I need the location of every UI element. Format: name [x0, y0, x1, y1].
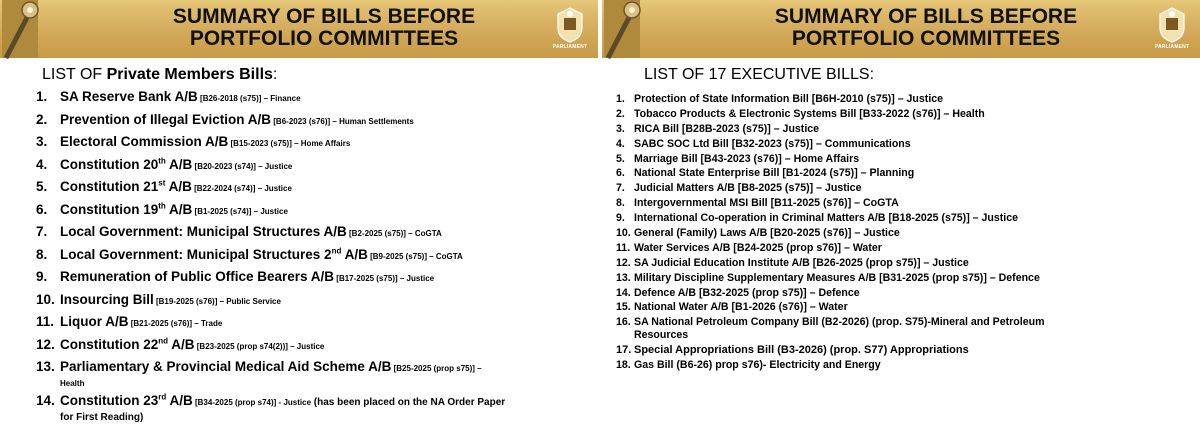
item-number: 2. — [616, 107, 625, 120]
bill-ref: [B22-2024 (s74)] – — [191, 184, 265, 193]
bill-ordinal: th — [158, 156, 166, 165]
item-number: 1. — [616, 93, 625, 105]
bill-note-continued: for First Reading) — [60, 412, 144, 423]
item-number: 9. — [36, 269, 48, 284]
bill-ref: [B1-2025 (s74)] – — [192, 206, 261, 216]
item-number: 12. — [36, 336, 55, 352]
list-item — [36, 111, 588, 131]
item-number: 4. — [616, 137, 625, 150]
banner-title-line1: SUMMARY OF BILLS BEFORE — [774, 5, 1078, 28]
bill-ref: [B25-2025 (prop s75)] – — [391, 364, 482, 373]
executive-bills-list — [616, 93, 1200, 374]
list-item — [36, 246, 588, 266]
bill-name: Constitution 19 — [60, 201, 159, 217]
list-item — [36, 268, 588, 288]
bill-ref: [B6-2023 (s76)] – — [271, 116, 340, 126]
list-item — [616, 93, 1200, 106]
bill-text: SA Judicial Education Institute A/B [B26-2025 (prop s75)] – Justice — [634, 256, 969, 269]
item-number: 17. — [616, 343, 632, 356]
heading-bold: Private Members Bills — [106, 66, 273, 83]
bill-ref: [B23-2025 (prop s74(2))] – — [194, 341, 297, 351]
bill-ordinal: nd — [158, 336, 169, 345]
bill-ref: [B20-2023 (s74)] – — [192, 161, 265, 171]
bill-text: International Co-operation in Criminal Matters A/B [B18-2025 (s75)] – Justice — [634, 212, 1019, 225]
list-item — [616, 108, 1200, 121]
bill-committee: Justice — [260, 206, 288, 216]
list-item — [616, 197, 1200, 210]
list-item — [36, 313, 588, 333]
list-item — [616, 123, 1200, 136]
list-item — [616, 167, 1200, 180]
item-number: 9. — [616, 212, 625, 225]
list-item — [616, 359, 1200, 372]
list-item — [36, 291, 588, 311]
bill-name-suffix: A/B — [168, 336, 195, 352]
bill-name: Liquor A/B — [60, 314, 129, 329]
item-number: 4. — [36, 156, 48, 172]
item-number: 14. — [616, 286, 631, 299]
bill-committee: Health — [60, 378, 85, 388]
bill-ordinal: nd — [331, 246, 342, 255]
bill-committee: Human Settlements — [339, 116, 414, 126]
bill-text: RICA Bill [B28B-2023 (s75)] – Justice — [634, 122, 820, 135]
bill-name: Remuneration of Public Office Bearers A/B — [60, 269, 335, 284]
bill-name: Constitution 23 — [60, 392, 159, 408]
bill-text: Tobacco Products & Electronic Systems Bill [B33-2022 (s76)] – Health — [634, 107, 985, 120]
bill-name-suffix: A/B — [165, 201, 193, 217]
list-item — [36, 178, 588, 198]
list-item — [616, 316, 1200, 341]
parliament-crest-logo — [1150, 6, 1194, 54]
bill-text: Water Services A/B [B24-2025 (prop s76)] – Water — [634, 241, 882, 254]
bill-name: Constitution 20 — [60, 156, 159, 172]
bill-name-suffix: A/B — [165, 179, 192, 194]
bill-committee: Public Service — [226, 296, 281, 306]
bill-ref: [B34-2025 (prop s74)] - — [192, 397, 284, 407]
slide-banner — [602, 0, 1200, 58]
bill-ref: [B17-2025 (s75)] – — [334, 274, 407, 283]
item-number: 6. — [616, 167, 625, 180]
item-number: 3. — [36, 134, 48, 149]
list-item — [616, 301, 1200, 314]
list-item — [616, 242, 1200, 255]
list-item — [36, 156, 588, 176]
bill-name: Electoral Commission A/B — [60, 134, 229, 149]
crest-label: PARLIAMENT — [1154, 44, 1190, 50]
bill-name: Local Government: Municipal Structures A/B — [60, 224, 347, 239]
list-item — [616, 287, 1200, 300]
item-number: 1. — [36, 89, 48, 104]
list-item — [36, 392, 588, 425]
list-item — [616, 272, 1200, 285]
list-item — [616, 344, 1200, 357]
item-number: 7. — [616, 182, 625, 195]
list-heading — [42, 66, 277, 84]
banner-title-line2: PORTFOLIO COMMITTEES — [791, 27, 1061, 50]
item-number: 14. — [36, 392, 55, 408]
item-number: 7. — [36, 224, 48, 239]
list-item — [36, 88, 588, 108]
bill-ordinal: th — [158, 201, 166, 210]
banner-title — [712, 6, 1140, 50]
bill-committee: CoGTA — [414, 229, 442, 238]
list-item — [36, 223, 588, 243]
banner-title-line1: SUMMARY OF BILLS BEFORE — [172, 5, 476, 28]
private-members-bills-list — [36, 88, 588, 427]
list-item — [616, 153, 1200, 166]
crest-label: PARLIAMENT — [552, 44, 588, 50]
list-item — [616, 227, 1200, 240]
bill-name: Local Government: Municipal Structures 2 — [60, 246, 332, 262]
bill-committee: Finance — [270, 94, 301, 103]
item-number: 11. — [36, 314, 55, 329]
item-number: 18. — [616, 358, 631, 371]
bill-name: Constitution 22 — [60, 336, 159, 352]
item-number: 13. — [616, 271, 631, 284]
bill-ref: [B9-2025 (s75)] – — [367, 251, 436, 261]
bill-ref: [B21-2025 (s76)] – — [128, 319, 201, 328]
bill-text: Defence A/B [B32-2025 (prop s75)] – Defence — [634, 286, 860, 299]
slide-banner — [0, 0, 598, 58]
bill-name: Constitution 21 — [60, 179, 159, 194]
bill-name-suffix: A/B — [341, 246, 368, 262]
bill-text: Judicial Matters A/B [B8-2025 (s75)] – Justice — [634, 182, 862, 195]
bill-committee: CoGTA — [435, 251, 463, 261]
bill-text: SA National Petroleum Company Bill (B2-2026) (prop. S75)-Mineral and Petroleum — [634, 316, 1045, 329]
bill-committee: Justice — [264, 161, 293, 171]
bill-name: Prevention of Illegal Eviction A/B — [60, 111, 272, 127]
bill-name: SA Reserve Bank A/B — [60, 89, 198, 104]
bill-text: National Water A/B [B1-2026 (s76)] – Water — [634, 301, 848, 314]
item-number: 10. — [36, 291, 55, 307]
item-number: 8. — [616, 197, 625, 210]
bill-text: General (Family) Laws A/B [B20-2025 (s76)] – Justice — [634, 227, 900, 240]
item-number: 13. — [36, 359, 55, 374]
list-item — [616, 182, 1200, 195]
bill-ordinal: rd — [158, 392, 167, 401]
bill-ref: [B15-2023 (s75)] – — [228, 139, 301, 148]
bill-committee: Trade — [200, 319, 223, 328]
list-item — [36, 201, 588, 221]
banner-title-line2: PORTFOLIO COMMITTEES — [189, 27, 459, 50]
bill-committee: Home Affairs — [300, 139, 351, 148]
bill-text: Marriage Bill [B43-2023 (s76)] – Home Affairs — [634, 152, 860, 165]
heading-suffix: : — [272, 66, 278, 83]
bill-text: Gas Bill (B6-26) prop s76)- Electricity and Energy — [634, 358, 881, 371]
list-item — [616, 212, 1200, 225]
bill-text: SABC SOC Ltd Bill [B32-2023 (s75)] – Communications — [634, 137, 911, 150]
banner-title — [110, 6, 538, 50]
slide-executive-bills — [602, 0, 1200, 415]
bill-text: National State Enterprise Bill [B1-2024 (s75)] – Planning — [634, 167, 915, 180]
list-item — [36, 336, 588, 356]
bill-note: (has been placed on the NA Order Paper — [311, 396, 506, 408]
list-item — [616, 257, 1200, 270]
bill-ref: [B2-2025 (s75)] – — [346, 229, 415, 238]
item-number: 6. — [36, 201, 48, 217]
item-number: 12. — [616, 256, 631, 269]
slide-private-members-bills — [0, 0, 598, 423]
bill-ref: [B26-2018 (s75)] – — [197, 94, 271, 103]
mace-icon — [2, 0, 38, 58]
parliament-crest-logo — [548, 6, 592, 54]
bill-name-suffix: A/B — [166, 392, 193, 408]
bill-committee: Justice — [283, 397, 312, 407]
bill-committee: Justice — [406, 274, 435, 283]
item-number: 16. — [616, 316, 631, 329]
bill-name: Parliamentary & Provincial Medical Aid Scheme A/B — [60, 359, 392, 374]
item-number: 10. — [616, 227, 631, 240]
list-item — [616, 138, 1200, 151]
mace-icon — [604, 0, 640, 58]
bill-name: Insourcing Bill — [60, 291, 154, 307]
crest-icon — [1150, 6, 1194, 44]
list-heading: LIST OF 17 EXECUTIVE BILLS: — [644, 66, 875, 83]
item-number: 8. — [36, 246, 48, 262]
item-number: 11. — [616, 241, 631, 254]
bill-committee: Justice — [264, 184, 292, 193]
item-number: 3. — [616, 122, 625, 135]
bill-text: Protection of State Information Bill [B6H-2010 (s75)] – Justice — [634, 93, 944, 105]
crest-icon — [548, 6, 592, 44]
bill-committee: Justice — [296, 341, 325, 351]
bill-ref: [B19-2025 (s76)] – — [153, 296, 227, 306]
item-number: 15. — [616, 301, 631, 314]
bill-text-continued: Resources — [634, 328, 689, 341]
item-number: 5. — [36, 179, 48, 194]
list-item — [36, 133, 588, 153]
heading-prefix: LIST OF — [42, 66, 107, 83]
bill-ordinal: st — [158, 178, 166, 188]
list-item — [36, 358, 588, 389]
bill-text: Military Discipline Supplementary Measures A/B [B31-2025 (prop s75)] – Defence — [634, 271, 1040, 284]
item-number: 5. — [616, 152, 625, 165]
bill-text: Intergovernmental MSI Bill [B11-2025 (s76)] – CoGTA — [634, 197, 899, 210]
bill-name-suffix: A/B — [165, 156, 193, 172]
bill-text: Special Appropriations Bill (B3-2026) (prop. S77) Appropriations — [634, 343, 969, 356]
item-number: 2. — [36, 111, 48, 127]
